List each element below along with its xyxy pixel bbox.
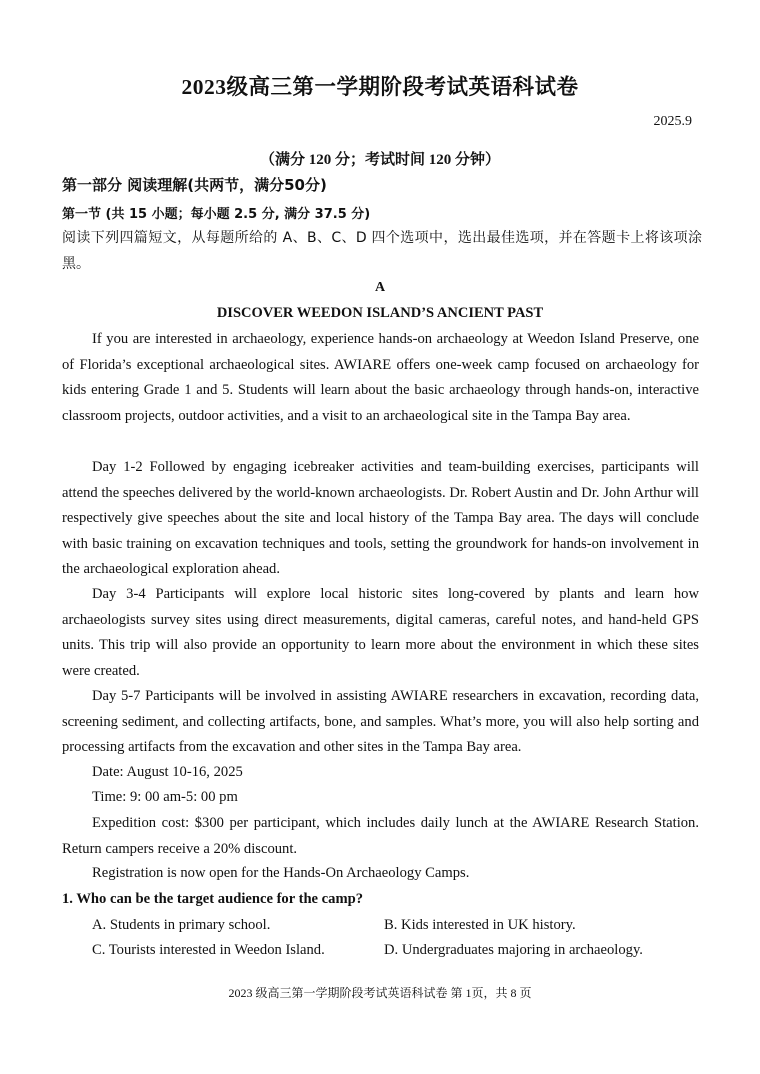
part-title: 第一部分 阅读理解(共两节，满分50分) [62,176,327,194]
camp-cost: Expedition cost: $300 per participant, which includes daily lunch at the AWIARE Research Station. Return campers receive a 20% discount. [62,815,699,857]
camp-date: Date: August 10-16, 2025 [92,764,243,780]
exam-date: 2025.9 [653,114,692,129]
passage-paragraph-day-3-4: Day 3-4 Participants will explore local historic sites long-covered by plants and learn how archaeologists survey sites using direct measurements, digital cameras, careful notes, and hand-held GPS units. This trip will also provide an opportunity to learn more about the environment in which these sites were created. [62,586,699,679]
passage-paragraph-intro: If you are interested in archaeology, experience hands-on archaeology at Weedon Island Preserve, one of Florida’s exceptional archaeological sites. AWIARE offers one-week camp focused on archaeology for kids entering Grade 1 and 5. Students will learn about the basic archaeology through hands-on, interactive classroom projects, outdoor activities, and a visit to an archaeological site in the Tampa Bay area. [62,331,699,424]
option-a: A. Students in primary school. [92,917,271,933]
page-footer: 2023 级高三第一学期阶段考试英语科试卷 第 1页，共 8 页 [228,986,532,1000]
instructions: 阅读下列四篇短文，从每题所给的 A、B、C、D 四个选项中，选出最佳选项，并在答题卡上将该项涂黑。 [62,230,702,272]
registration-note: Registration is now open for the Hands-On Archaeology Camps. [92,865,470,881]
option-d: D. Undergraduates majoring in archaeology. [384,942,643,958]
passage-paragraph-day-5-7: Day 5-7 Participants will be involved in assisting AWIARE researchers in excavation, recording data, screening sediment, and collecting artifacts, bone, and samples. What’s more, you will also help sorting and processing artifacts from the excavation and other sites in the Tampa Bay area. [62,688,699,755]
passage-title: DISCOVER WEEDON ISLAND’S ANCIENT PAST [216,305,544,321]
camp-time: Time: 9: 00 am-5: 00 pm [92,789,238,805]
exam-title: 2023级高三第一学期阶段考试英语科试卷 [181,75,579,99]
score-info: （满分 120 分；考试时间 120 分钟） [259,152,500,168]
option-b: B. Kids interested in UK history. [384,917,576,933]
option-c: C. Tourists interested in Weedon Island. [92,942,325,958]
question-1: 1. Who can be the target audience for the camp? [62,891,364,907]
passage-letter: A [374,280,386,295]
passage-paragraph-day-1-2: Day 1-2 Followed by engaging icebreaker activities and team-building exercises, participants will attend the speeches delivered by the world-known archaeologists. Dr. Robert Austin and Dr. John Arthur will respectively give speeches about the site and local history of the Tampa Bay area. The days will conclude with basic training on excavation techniques and tools, setting the groundwork for hands-on involvement in the archaeological exploration ahead. [62,459,699,577]
section-title: 第一节 (共 15 小题；每小题 2.5 分, 满分 37.5 分) [62,207,371,222]
